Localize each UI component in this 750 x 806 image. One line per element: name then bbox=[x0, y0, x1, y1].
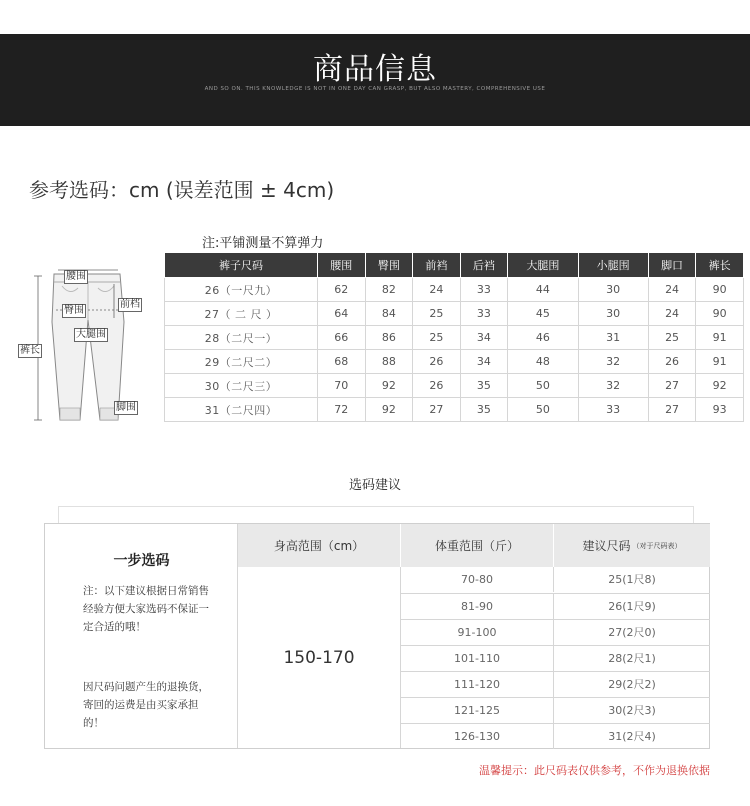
table-row bbox=[165, 398, 744, 422]
table-cell: 66 bbox=[318, 326, 366, 350]
table-cell: 92 bbox=[365, 374, 413, 398]
table-cell: 46 bbox=[508, 326, 578, 350]
pants-illustration bbox=[14, 262, 164, 422]
suggested-size: 26(1尺9) bbox=[608, 600, 656, 613]
column-header: 大腿围 bbox=[508, 253, 578, 278]
table-cell: 27（ 二 尺 ） bbox=[165, 302, 318, 326]
table-cell: 26（一尺九） bbox=[165, 278, 318, 302]
table-cell: 64 bbox=[318, 302, 366, 326]
size-table bbox=[164, 252, 744, 422]
table-cell: 33 bbox=[578, 398, 648, 422]
size-warning: 温馨提示：此尺码表仅供参考，不作为退换依据 bbox=[479, 764, 710, 777]
banner-title: 商品信息 bbox=[313, 52, 437, 87]
column-header: 裤子尺码 bbox=[165, 253, 318, 278]
table-cell: 31 bbox=[578, 326, 648, 350]
table-cell: 32 bbox=[578, 350, 648, 374]
suggested-size: 30(2尺3) bbox=[608, 704, 656, 717]
table-cell: 48 bbox=[508, 350, 578, 374]
recommendation-row bbox=[401, 567, 710, 593]
weight-range: 111-120 bbox=[401, 672, 554, 697]
flat-measure-note: 注:平铺测量不算弹力 bbox=[202, 236, 324, 251]
table-cell: 33 bbox=[460, 302, 508, 326]
table-cell: 34 bbox=[460, 350, 508, 374]
table-row bbox=[165, 302, 744, 326]
banner-subtitle: AND SO ON. THIS KNOWLEDGE IS NOT IN ONE DAY CAN GRASP, BUT ALSO MASTERY, COMPREHENSIVE USE bbox=[204, 86, 546, 92]
table-cell: 35 bbox=[460, 398, 508, 422]
size-table-header bbox=[165, 253, 744, 278]
table-cell: 92 bbox=[365, 398, 413, 422]
step-title: 一步选码 bbox=[113, 553, 170, 569]
header-banner bbox=[0, 34, 750, 126]
table-cell: 90 bbox=[696, 302, 744, 326]
table-row bbox=[165, 326, 744, 350]
reference-heading: 参考选码：cm (误差范围 ± 4cm) bbox=[29, 178, 335, 202]
column-header: 小腿围 bbox=[578, 253, 648, 278]
suggested-size: 25(1尺8) bbox=[608, 573, 656, 586]
table-cell: 30（二尺三） bbox=[165, 374, 318, 398]
table-cell: 30 bbox=[578, 302, 648, 326]
recommendation-table bbox=[44, 523, 710, 749]
column-header: 后裆 bbox=[460, 253, 508, 278]
table-cell: 26 bbox=[648, 350, 696, 374]
recommendation-row bbox=[401, 645, 710, 671]
table-cell: 91 bbox=[696, 326, 744, 350]
recommendation-row bbox=[401, 671, 710, 697]
header-height-range: 身高范围（cm） bbox=[238, 524, 401, 567]
table-cell: 50 bbox=[508, 398, 578, 422]
recommendation-row bbox=[401, 619, 710, 645]
weight-range: 81-90 bbox=[401, 594, 554, 619]
size-table-body bbox=[165, 278, 744, 422]
sizing-disclaimer: 注：以下建议根据日常销售经验方便大家选码不保证一定合适的哦！ bbox=[83, 585, 209, 633]
weight-range: 121-125 bbox=[401, 698, 554, 723]
column-header: 前裆 bbox=[413, 253, 461, 278]
column-header: 裤长 bbox=[696, 253, 744, 278]
table-row bbox=[165, 350, 744, 374]
table-cell: 24 bbox=[648, 302, 696, 326]
table-row bbox=[165, 278, 744, 302]
table-cell: 88 bbox=[365, 350, 413, 374]
table-cell: 25 bbox=[413, 302, 461, 326]
pants-diagram bbox=[14, 262, 164, 422]
height-range-value: 150-170 bbox=[238, 567, 401, 748]
recommendation-title: 选码建议 bbox=[348, 478, 401, 493]
table-cell: 50 bbox=[508, 374, 578, 398]
table-cell: 91 bbox=[696, 350, 744, 374]
recommendation-row bbox=[401, 723, 710, 749]
table-cell: 28（二尺一） bbox=[165, 326, 318, 350]
table-cell: 25 bbox=[413, 326, 461, 350]
table-cell: 93 bbox=[696, 398, 744, 422]
table-cell: 82 bbox=[365, 278, 413, 302]
table-cell: 70 bbox=[318, 374, 366, 398]
table-cell: 84 bbox=[365, 302, 413, 326]
table-cell: 34 bbox=[460, 326, 508, 350]
header-suggested-size bbox=[554, 524, 710, 567]
weight-range: 70-80 bbox=[401, 567, 554, 592]
table-cell: 68 bbox=[318, 350, 366, 374]
table-cell: 30 bbox=[578, 278, 648, 302]
table-cell: 26 bbox=[413, 374, 461, 398]
table-cell: 29（二尺二） bbox=[165, 350, 318, 374]
column-header: 臀围 bbox=[365, 253, 413, 278]
table-cell: 32 bbox=[578, 374, 648, 398]
table-cell: 26 bbox=[413, 350, 461, 374]
diagram-label-front-rise: 前档 bbox=[120, 299, 140, 310]
table-cell: 25 bbox=[648, 326, 696, 350]
table-cell: 24 bbox=[648, 278, 696, 302]
diagram-label-waist: 腰围 bbox=[66, 271, 86, 282]
header-weight-range: 体重范围（斤） bbox=[401, 524, 554, 567]
table-cell: 62 bbox=[318, 278, 366, 302]
weight-range: 91-100 bbox=[401, 620, 554, 645]
table-cell: 24 bbox=[413, 278, 461, 302]
recommendation-row bbox=[401, 697, 710, 723]
header-suggested-size-label: 建议尺码 bbox=[582, 539, 631, 553]
weight-range: 101-110 bbox=[401, 646, 554, 671]
recommendation-row bbox=[401, 593, 710, 619]
column-header: 脚口 bbox=[648, 253, 696, 278]
diagram-label-hip: 臀围 bbox=[64, 305, 84, 316]
table-cell: 92 bbox=[696, 374, 744, 398]
weight-range: 126-130 bbox=[401, 724, 554, 749]
table-cell: 44 bbox=[508, 278, 578, 302]
diagram-label-thigh: 大腿围 bbox=[76, 329, 106, 340]
table-cell: 31（二尺四） bbox=[165, 398, 318, 422]
suggested-size: 28(2尺1) bbox=[608, 652, 656, 665]
recommendation-left-panel bbox=[45, 524, 238, 748]
suggested-size: 29(2尺2) bbox=[608, 678, 656, 691]
column-header: 腰围 bbox=[318, 253, 366, 278]
table-cell: 90 bbox=[696, 278, 744, 302]
table-cell: 72 bbox=[318, 398, 366, 422]
diagram-label-leg-opening: 脚围 bbox=[116, 402, 136, 413]
table-cell: 45 bbox=[508, 302, 578, 326]
table-cell: 27 bbox=[648, 398, 696, 422]
suggested-size: 31(2尺4) bbox=[608, 730, 656, 743]
table-row bbox=[165, 374, 744, 398]
table-cell: 33 bbox=[460, 278, 508, 302]
suggested-size: 27(2尺0) bbox=[608, 626, 656, 639]
table-cell: 86 bbox=[365, 326, 413, 350]
table-cell: 27 bbox=[648, 374, 696, 398]
table-cell: 27 bbox=[413, 398, 461, 422]
table-cell: 35 bbox=[460, 374, 508, 398]
return-shipping-note: 因尺码问题产生的退换货，寄回的运费是由买家承担的！ bbox=[83, 681, 209, 729]
diagram-label-length: 裤长 bbox=[20, 345, 40, 356]
header-suggested-size-note: （对于尺码表） bbox=[632, 541, 682, 550]
recommendation-top-frame bbox=[58, 506, 694, 524]
